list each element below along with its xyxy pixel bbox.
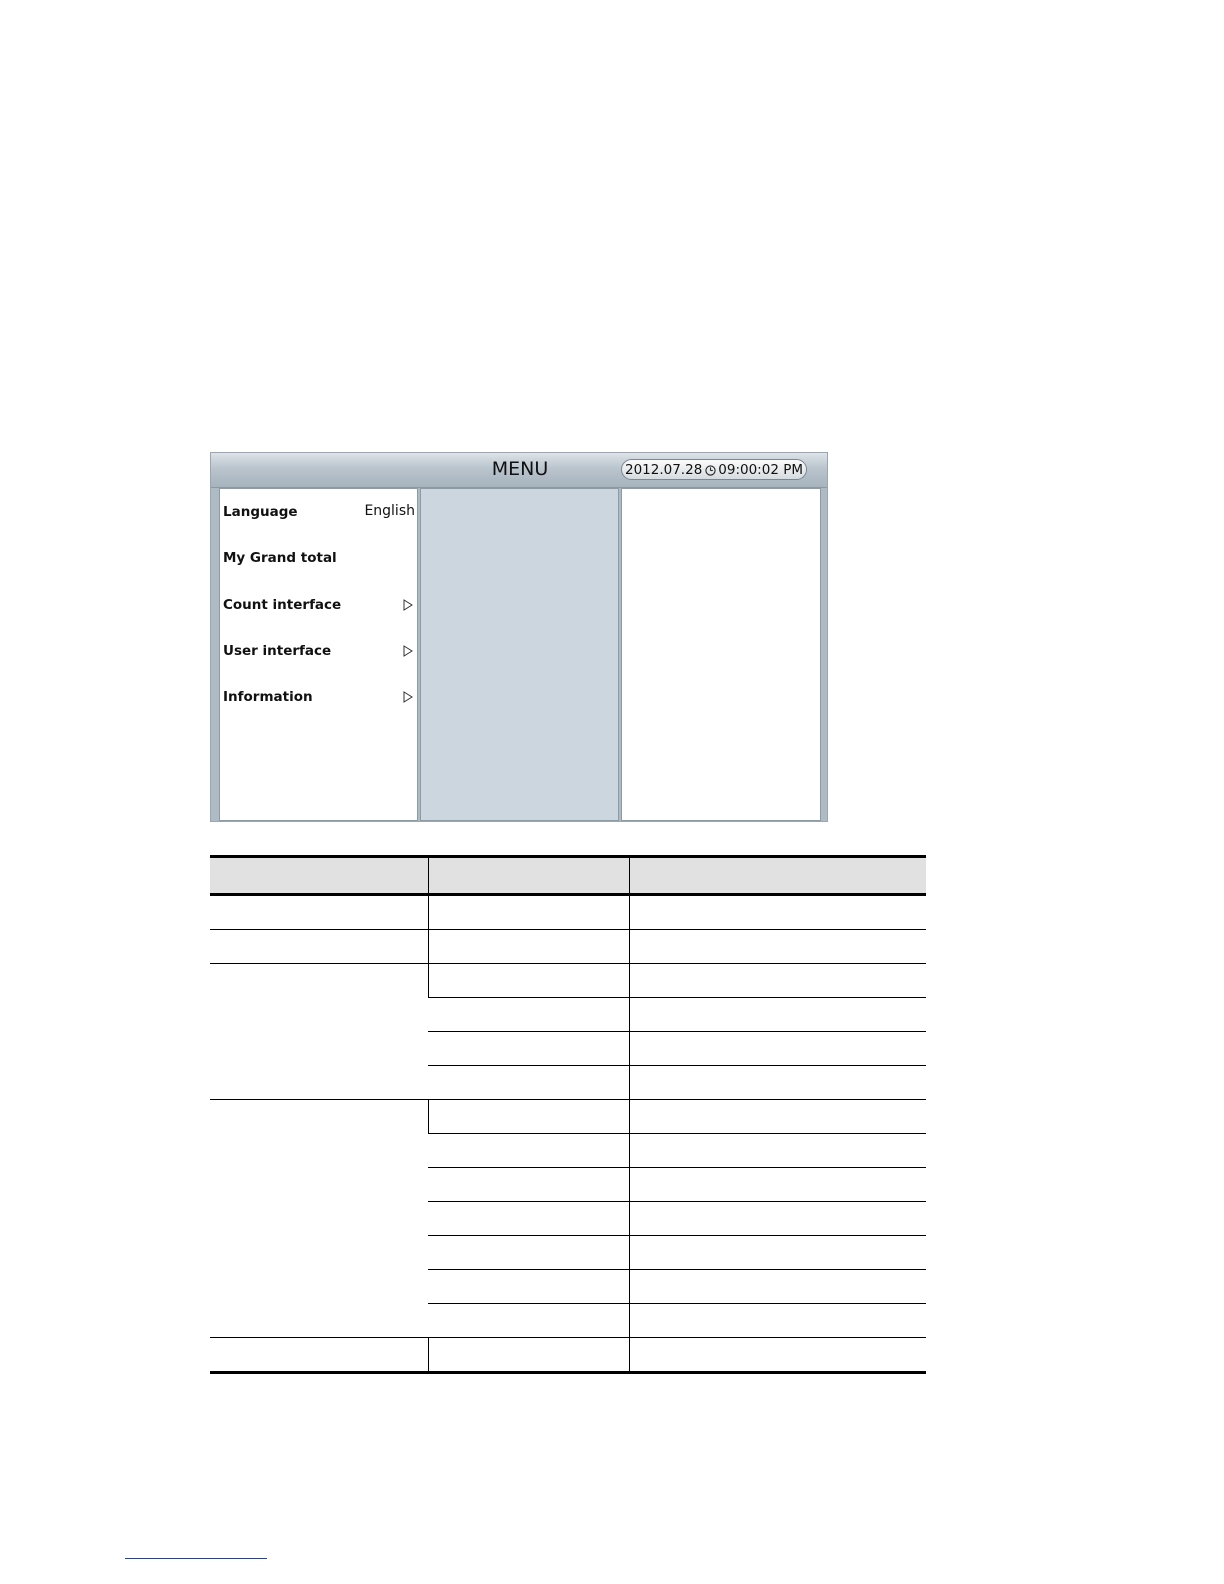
table-cell bbox=[428, 1338, 629, 1373]
settings-table bbox=[210, 855, 926, 1374]
table-cell bbox=[629, 1134, 926, 1168]
table-cell bbox=[629, 1032, 926, 1066]
table-cell bbox=[428, 1304, 629, 1338]
menu-item-my-grand-total[interactable] bbox=[223, 548, 415, 570]
table-row bbox=[210, 1338, 926, 1373]
menu-panel-secondary bbox=[420, 488, 619, 821]
table-cell bbox=[428, 895, 629, 930]
table-cell bbox=[428, 930, 629, 964]
table-cell bbox=[629, 1168, 926, 1202]
table-cell bbox=[629, 1270, 926, 1304]
submenu-arrow-icon bbox=[403, 645, 413, 657]
table-row bbox=[210, 930, 926, 964]
table-header-cell bbox=[629, 857, 926, 895]
table-cell-group bbox=[210, 895, 428, 930]
title-bar bbox=[211, 453, 827, 488]
submenu-arrow-icon bbox=[403, 691, 413, 703]
menu-item-label: Count interface bbox=[223, 597, 342, 613]
table-cell bbox=[629, 930, 926, 964]
screen-title: MENU bbox=[491, 458, 549, 480]
table-cell bbox=[629, 895, 926, 930]
table-cell bbox=[629, 1100, 926, 1134]
menu-item-count-interface[interactable] bbox=[223, 595, 415, 617]
table-cell bbox=[629, 1236, 926, 1270]
table-cell bbox=[428, 1270, 629, 1304]
table-cell bbox=[629, 1066, 926, 1100]
table-cell-group bbox=[210, 1338, 428, 1373]
table-header-row bbox=[210, 857, 926, 895]
datetime-display bbox=[621, 459, 807, 480]
menu-item-information[interactable] bbox=[223, 687, 415, 709]
menu-item-user-interface[interactable] bbox=[223, 641, 415, 663]
table-header-cell bbox=[428, 857, 629, 895]
table-cell bbox=[428, 998, 629, 1032]
table-cell bbox=[428, 1100, 629, 1134]
table-row bbox=[210, 1100, 926, 1134]
table-cell bbox=[629, 964, 926, 998]
table-cell-group bbox=[210, 1100, 428, 1338]
table-cell-group bbox=[210, 964, 428, 1100]
menu-item-label: User interface bbox=[223, 643, 332, 659]
menu-panel-primary bbox=[219, 488, 418, 821]
menu-screen bbox=[210, 452, 828, 822]
menu-item-label: Language bbox=[223, 504, 298, 520]
table-cell bbox=[428, 1032, 629, 1066]
table-cell bbox=[428, 964, 629, 998]
table-row bbox=[210, 964, 926, 998]
table-cell bbox=[428, 1168, 629, 1202]
table-cell bbox=[428, 1066, 629, 1100]
clock-icon bbox=[705, 464, 716, 475]
table-header-cell bbox=[210, 857, 428, 895]
footer-link-underline bbox=[125, 1558, 267, 1559]
table-row bbox=[210, 895, 926, 930]
menu-item-language[interactable] bbox=[223, 502, 415, 524]
language-value: English bbox=[364, 503, 415, 519]
table-cell bbox=[428, 1134, 629, 1168]
table-cell bbox=[629, 1338, 926, 1373]
table-cell bbox=[629, 998, 926, 1032]
menu-panel-tertiary bbox=[621, 488, 821, 821]
settings-table-container bbox=[210, 855, 926, 1374]
table-cell bbox=[629, 1304, 926, 1338]
table-cell bbox=[629, 1202, 926, 1236]
time-text: 09:00:02 PM bbox=[718, 461, 803, 478]
table-cell bbox=[428, 1202, 629, 1236]
menu-item-label: Information bbox=[223, 689, 313, 705]
menu-item-label: My Grand total bbox=[223, 550, 337, 566]
table-cell bbox=[428, 1236, 629, 1270]
table-cell-group bbox=[210, 930, 428, 964]
date-text: 2012.07.28 bbox=[624, 461, 703, 478]
submenu-arrow-icon bbox=[403, 599, 413, 611]
